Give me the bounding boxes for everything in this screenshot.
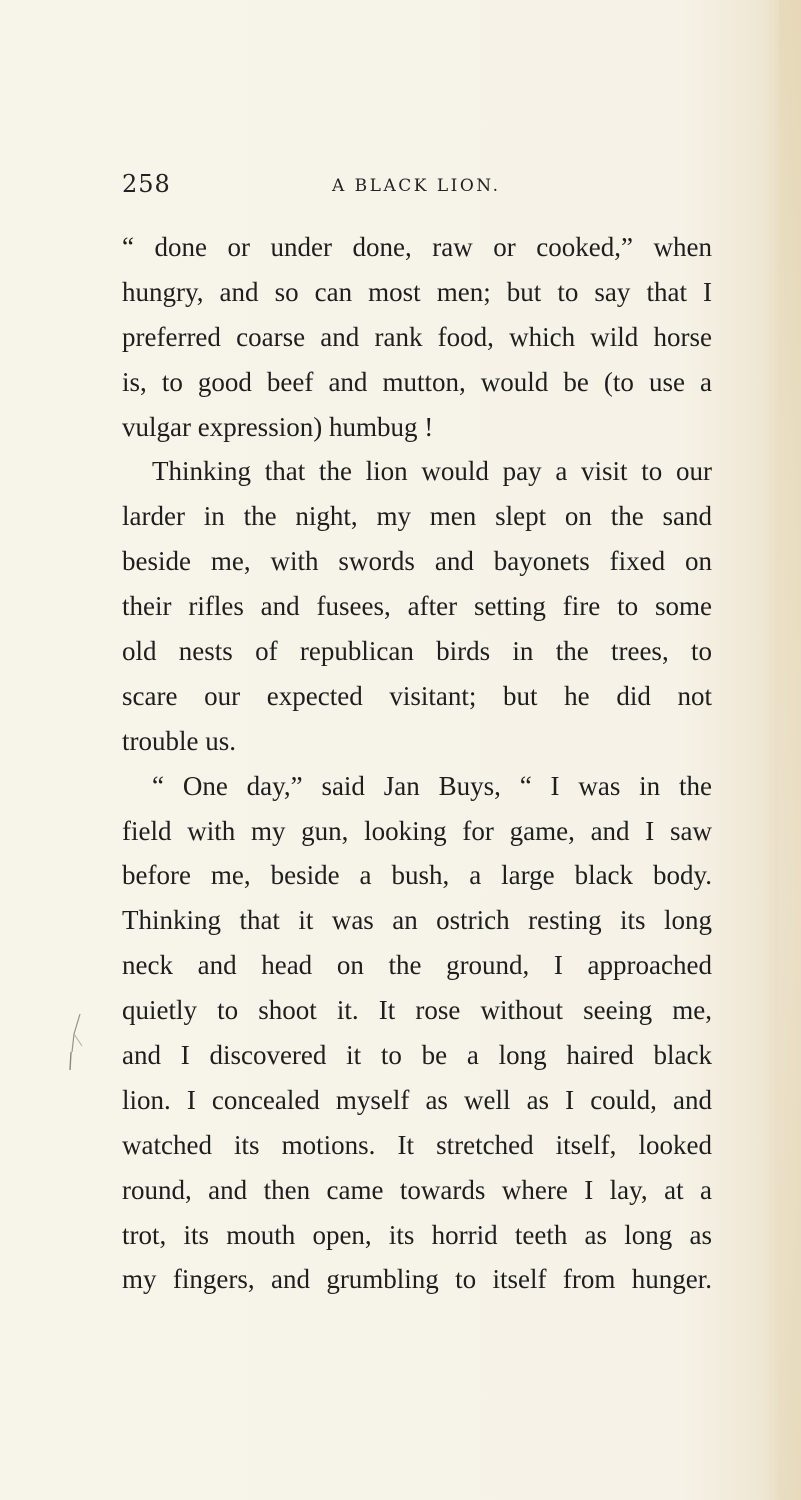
text-line: round, and then came towards where I lay, at a: [122, 1174, 712, 1205]
body-text: [122, 225, 712, 1302]
text-line: vulgar expression) humbug !: [122, 411, 434, 442]
text-line: trot, its mouth open, its horrid teeth as long as: [122, 1219, 712, 1250]
page-edge-stain: [779, 0, 801, 1500]
text-line: Thinking that it was an ostrich resting its long: [122, 905, 712, 936]
text-line: preferred coarse and rank food, which wild horse: [122, 321, 712, 352]
page-number: 258: [122, 170, 171, 198]
text-line: lion. I concealed myself as well as I could, and: [122, 1084, 712, 1115]
text-line: quietly to shoot it. It rose without seeing me,: [122, 995, 712, 1026]
text-line: larder in the night, my men slept on the sand: [122, 501, 712, 532]
page-header: [122, 170, 722, 210]
text-line: and I discovered it to be a long haired black: [122, 1040, 712, 1071]
text-line: hungry, and so can most men; but to say that I: [122, 276, 712, 307]
text-line: scare our expected visitant; but he did not: [122, 680, 712, 711]
text-line: old nests of republican birds in the trees, to: [122, 636, 712, 667]
text-line: “ One day,” said Jan Buys, “ I was in the: [152, 770, 712, 801]
text-line: field with my gun, looking for game, and I saw: [122, 815, 712, 846]
text-line: beside me, with swords and bayonets fixed on: [122, 546, 712, 577]
text-line: trouble us.: [122, 725, 236, 756]
running-title: A BLACK LION.: [332, 176, 501, 196]
text-line: Thinking that the lion would pay a visit to our: [152, 456, 712, 487]
text-line: before me, beside a bush, a large black body.: [122, 860, 712, 891]
margin-pencil-mark: [62, 1012, 92, 1072]
text-line: their rifles and fusees, after setting fire to some: [122, 591, 712, 622]
text-line: my fingers, and grumbling to itself from hunger.: [122, 1264, 712, 1295]
text-line: is, to good beef and mutton, would be (to use a: [122, 366, 712, 397]
text-line: “ done or under done, raw or cooked,” when: [122, 232, 712, 262]
text-line: neck and head on the ground, I approached: [122, 950, 712, 981]
text-line: watched its motions. It stretched itself, looked: [122, 1129, 712, 1160]
